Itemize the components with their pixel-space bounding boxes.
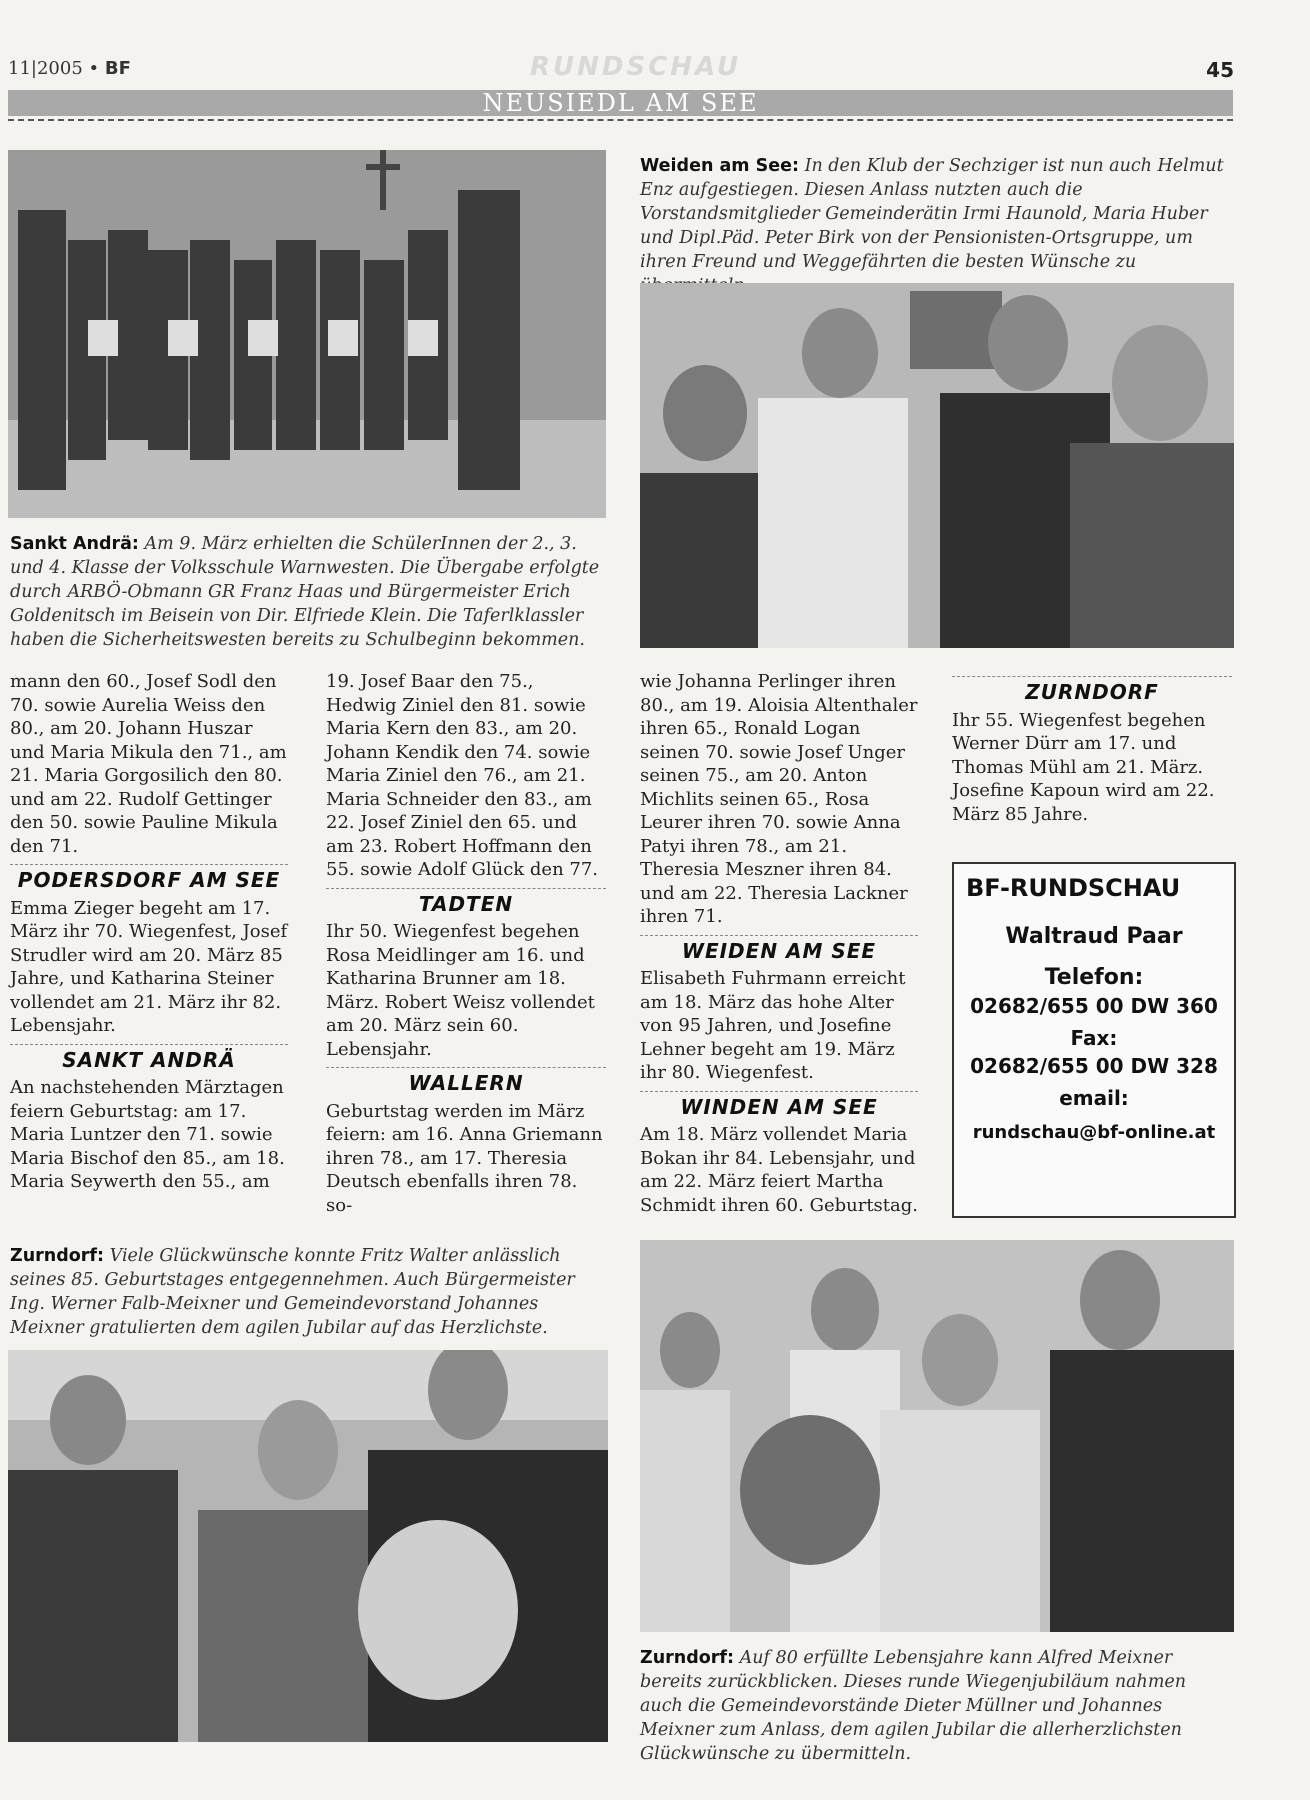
caption-place: Sankt Andrä: — [10, 534, 139, 554]
email-address: rundschau@bf-online.at — [972, 1122, 1216, 1143]
column-3 — [640, 670, 918, 1217]
column-text: 19. Josef Baar den 75., Hedwig Ziniel den 81. sowie Maria Kern den 83., am 20. Johann Kendik den 74. sowie Maria Ziniel den 76., am 21. Maria Schneider den 83., am 22. Josef Ziniel den 65. und am 23. Robert Hoffmann den 55. sowie Adolf Glück den 77. — [326, 671, 599, 880]
photo-sankt-andrae-children — [8, 150, 606, 518]
header-divider — [8, 119, 1233, 121]
fax-number: 02682/655 00 DW 328 — [970, 1054, 1218, 1078]
contact-title: BF-RUNDSCHAU — [966, 874, 1181, 902]
photo-weiden-group — [640, 283, 1234, 648]
column-2 — [326, 670, 606, 1217]
caption-text: Am 9. März erhielten die SchülerInnen der 2., 3. und 4. Klasse der Volksschule Warnwesten. Die Übergabe erfolgte durch ARBÖ-Obmann GR Franz Haas und Bürgermeister Erich Goldenitsch im Beisein von Dir. Elfriede Klein. Die Taferlklassler haben die Sicherheitswesten bereits zu Schulbeginn bekommen. — [10, 534, 600, 650]
column-text: mann den 60., Josef Sodl den 70. sowie Aurelia Weiss den 80., am 20. Johann Huszar und Maria Mikula den 71., am 21. Maria Gorgosilich den 80. und am 22. Rudolf Gettinger den 50. sowie Pauline Mikula den 71. — [10, 671, 287, 857]
column-text: wie Johanna Perlinger ihren 80., am 19. Aloisia Altenthaler ihren 65., Ronald Logan seinen 70. sowie Josef Unger seinen 75., am 20. Anton Michlits seinen 65., Rosa Leurer ihren 70. sowie Anna Patyi ihren 78., am 21. Theresia Meszner ihren 84. und am 22. Theresia Lackner ihren 71. — [640, 671, 918, 927]
caption-place: Weiden am See: — [640, 156, 799, 176]
caption-weiden — [640, 154, 1232, 298]
email-label: email: — [1059, 1086, 1129, 1110]
caption-text: Auf 80 erfüllte Lebensjahre kann Alfred Meixner bereits zurückblicken. Dieses runde Wiegenjubiläum nahmen auch die Gemeindevorstände Dieter Müllner und Johannes Meixner zum Anlass, dem agilen Jubilar die allerherzlichsten Glückwünsche zu übermitteln. — [640, 1648, 1187, 1764]
column-text: Emma Zieger begeht am 17. März ihr 70. Wiegenfest, Josef Strudler wird am 20. März 85 Jahre, und Katharina Steiner vollendet am 21. März ihr 82. Lebensjahr. — [10, 897, 288, 1036]
issue-number: 11|2005 — [8, 58, 83, 79]
column-text: Elisabeth Fuhrmann erreicht am 18. März das hohe Alter von 95 Jahren, und Josefine Lehner begeht am 19. März ihr 80. Wiegenfest. — [640, 968, 906, 1083]
caption-zurndorf-meixner — [640, 1646, 1234, 1766]
issue-bullet: • — [88, 58, 100, 79]
caption-sankt-andrae — [10, 532, 606, 652]
column-1 — [10, 670, 288, 1194]
caption-text: Viele Glückwünsche konnte Fritz Walter anlässlich seines 85. Geburtstages entgegennehmen. Auch Bürgermeister Ing. Werner Falb-Meixner und Gemeindevorstand Johannes Meixner gratulierten dem agilen Jubilar auf das Herzlichste. — [10, 1246, 575, 1338]
caption-place: Zurndorf: — [10, 1246, 105, 1266]
section-heading-wallern: WALLERN — [326, 1067, 606, 1096]
caption-zurndorf-walter — [10, 1244, 610, 1340]
issue-line — [8, 58, 131, 79]
column-4 — [952, 676, 1232, 826]
caption-text: In den Klub der Sechziger ist nun auch Helmut Enz aufgestiegen. Diesen Anlass nutzten auch die Vorstandsmitglieder Gemeinderätin Irmi Haunold, Maria Huber und Dipl.Päd. Peter Birk von der Pensionisten-Ortsgruppe, um ihren Freund und Weggefährten die besten Wünsche zu — [640, 156, 1224, 272]
photo-zurndorf-meixner — [640, 1240, 1234, 1632]
fax-label: Fax: — [1070, 1026, 1118, 1050]
contact-box — [952, 862, 1236, 1218]
contact-name: Waltraud Paar — [1005, 924, 1183, 949]
section-heading-zurndorf: ZURNDORF — [952, 676, 1232, 705]
column-text: An nachstehenden Märztagen feiern Geburtstag: am 17. Maria Luntzer den 71. sowie Maria Bischof den 85., am 18. Maria Seywerth den 55., am — [10, 1077, 285, 1192]
section-heading-tadten: TADTEN — [326, 888, 606, 917]
column-text: Am 18. März vollendet Maria Bokan ihr 84. Lebensjahr, und am 22. März feiert Martha Schmidt ihren 60. Geburtstag. — [640, 1124, 919, 1216]
column-text: Ihr 50. Wiegenfest begehen Rosa Meidlinger am 16. und Katharina Brunner am 18. März. Robert Weisz vollendet am 20. März sein 60. Lebensjahr. — [326, 921, 595, 1060]
region-title: NEUSIEDL AM SEE — [482, 89, 759, 117]
section-heading-podersdorf: PODERSDORF AM SEE — [10, 864, 288, 893]
brand-label: BF — [104, 58, 131, 79]
page-number: 45 — [1206, 58, 1234, 82]
magazine-title: RUNDSCHAU — [530, 52, 742, 82]
column-text: Geburtstag werden im März feiern: am 16. Anna Griemann ihren 78., am 17. Theresia Deutsch ebenfalls ihren 78. so- — [326, 1100, 603, 1216]
region-banner — [8, 90, 1233, 116]
section-heading-weiden: WEIDEN AM SEE — [640, 935, 918, 964]
section-heading-winden: WINDEN AM SEE — [640, 1091, 918, 1120]
column-text: Ihr 55. Wiegenfest begehen Werner Dürr am 17. und Thomas Mühl am 21. März. Josefine Kapoun wird am 22. März 85 Jahre. — [952, 709, 1215, 825]
photo-zurndorf-walter — [8, 1350, 608, 1742]
phone-label: Telefon: — [1044, 965, 1144, 990]
caption-place: Zurndorf: — [640, 1648, 735, 1668]
section-heading-sankt-andrae: SANKT ANDRÄ — [10, 1044, 288, 1073]
phone-number: 02682/655 00 DW 360 — [970, 994, 1218, 1018]
